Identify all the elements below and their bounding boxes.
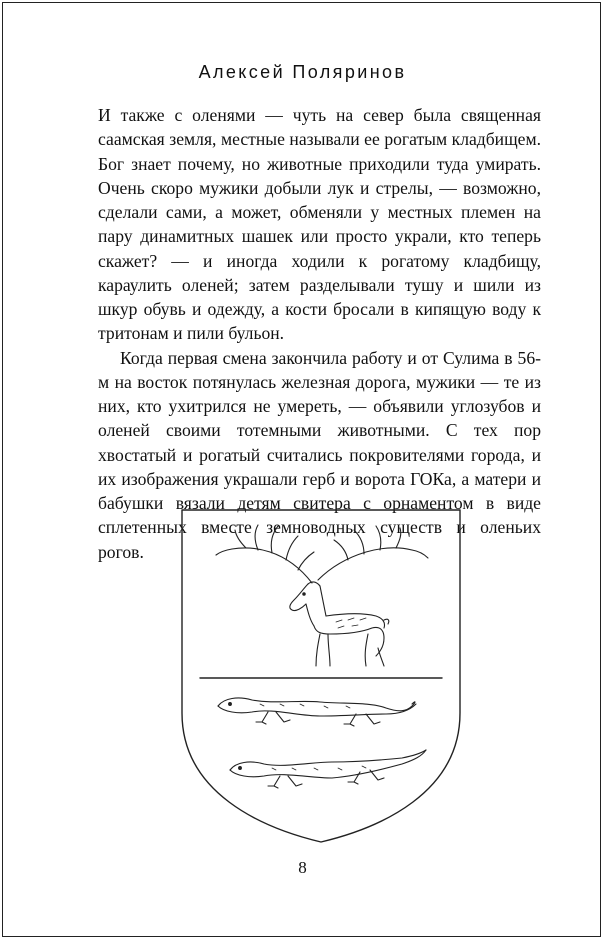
- shield-outline: [182, 510, 460, 842]
- body-text: [98, 103, 541, 564]
- paragraph: Когда первая смена закончила работу и от Сулима в 56-м на восток потянулась железная дорога, мужики — те из них, кто ухитрился не умереть, — объявили углозубов и оленей своими тотемными животными. С тех пор хвостатый и рогатый считались покровителями города, и их изображения украшали герб и ворота ГОКа, а матери и бабушки вязали детям свитера с орнаментом в виде сплетенных вместе земноводных существ и оленьих рогов.: [98, 347, 541, 562]
- page-number: 8: [298, 858, 307, 877]
- paragraph: И также с оленями — чуть на север была священная саамская земля, местные называли ее рогатым кладбищем. Бог знает почему, но животные приходили туда умирать. Очень скоро мужики добыли лук и стрелы, — возможно, сделали сами, а может, обменяли у местных племен на пару динамитных шашек или просто украли, кто теперь скажет? — и иногда ходили к рогатому кладбищу, караулить оленей; затем разделывали тушу и шили из шкур обувь и одежду, а кости бросали в кипящую воду к тритонам и пили бульон.: [98, 105, 541, 344]
- newt-figure-lower: [230, 750, 426, 788]
- coat-of-arms-illustration: [180, 508, 462, 844]
- running-title: Алексей Поляринов: [198, 62, 407, 82]
- deer-figure: [216, 525, 428, 666]
- newt-figure-upper: [218, 698, 416, 726]
